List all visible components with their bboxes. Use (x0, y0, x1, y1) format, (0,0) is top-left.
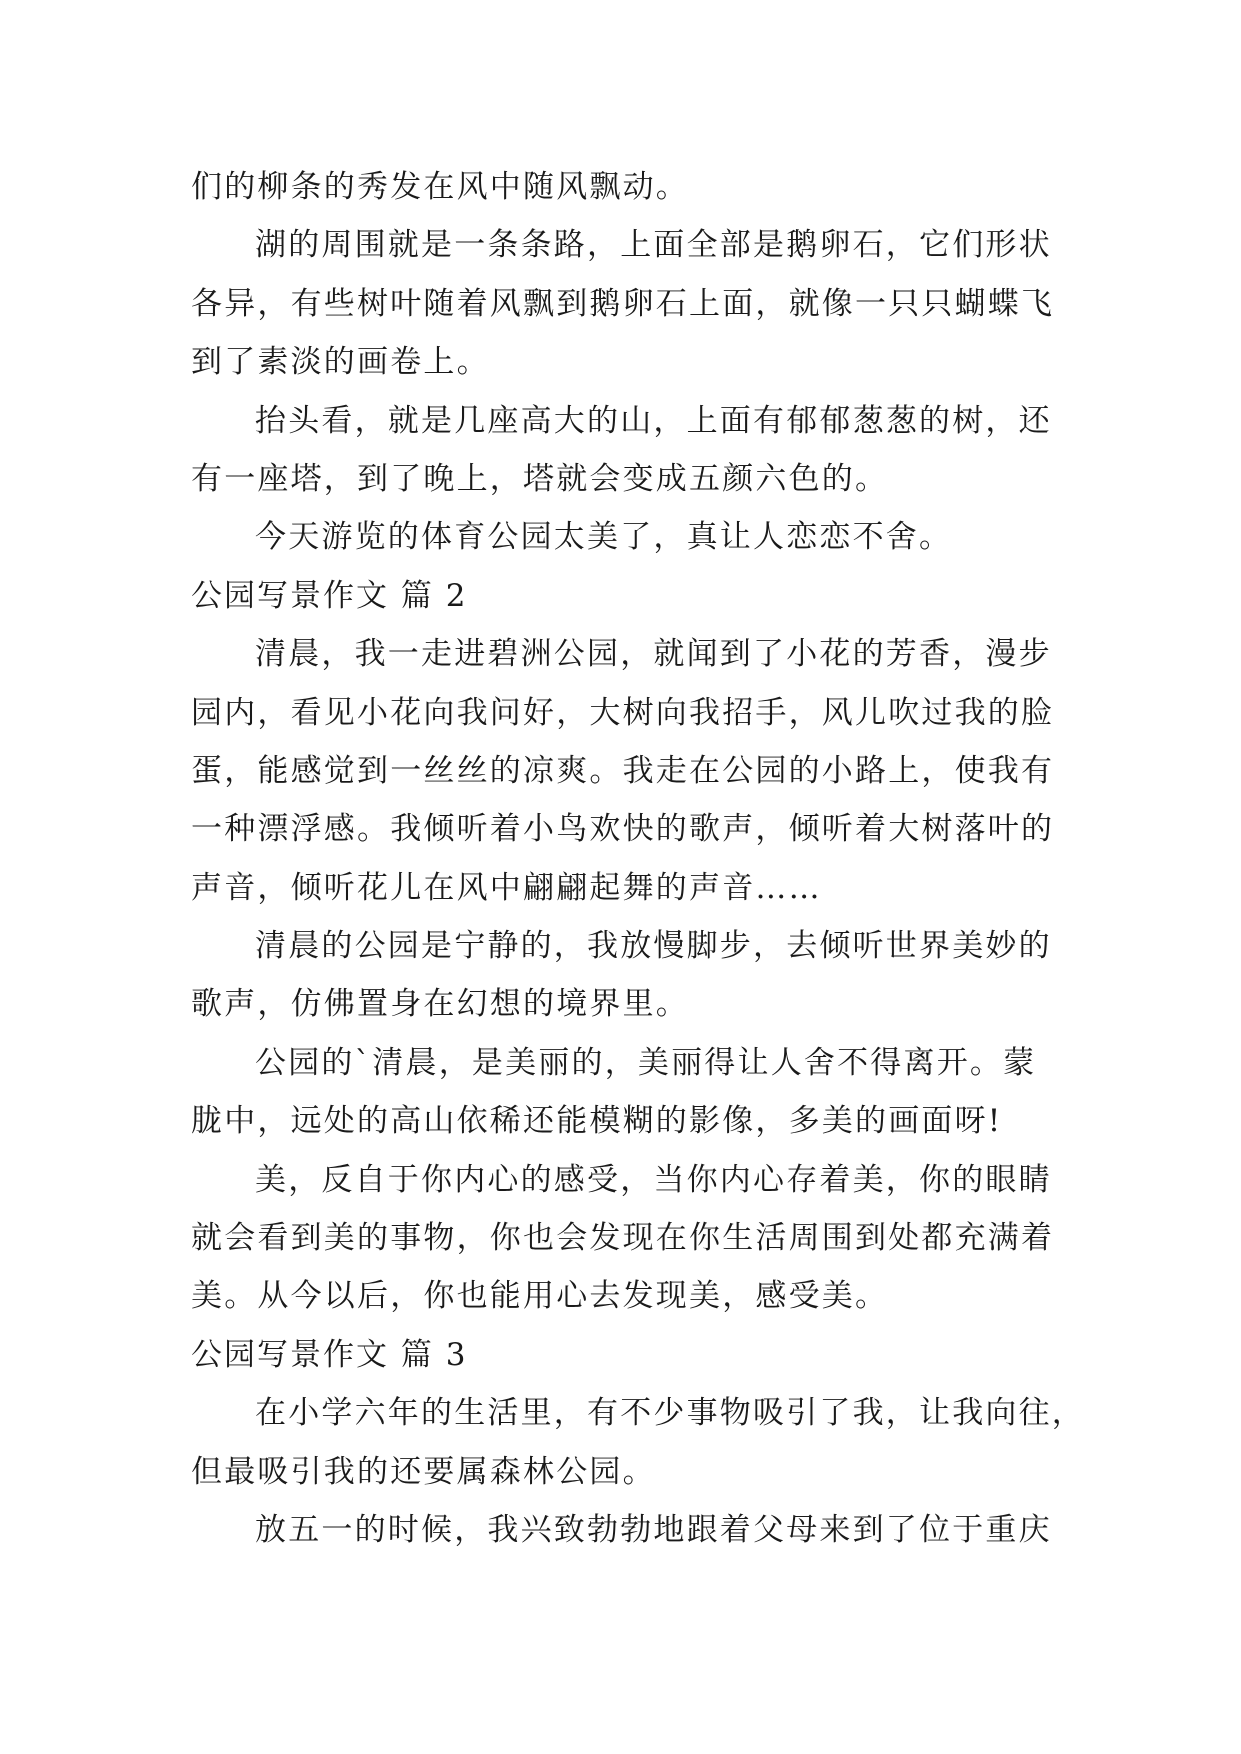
text-line: 胧中，远处的高山依稀还能模糊的影像，多美的画面呀! (191, 1103, 1003, 1140)
text-line: 歌声，仿佛置身在幻想的境界里。 (191, 986, 689, 1023)
text-line: 就会看到美的事物，你也会发现在你生活周围到处都充满着 (191, 1220, 1055, 1257)
text-line: 湖的周围就是一条条路，上面全部是鹅卵石，它们形状 (255, 227, 1052, 264)
text-line: 抬头看，就是几座高大的山，上面有郁郁葱葱的树，还 (255, 402, 1052, 439)
text-line: 蛋，能感觉到一丝丝的凉爽。我走在公园的小路上，使我有 (191, 752, 1055, 789)
text-line: 在小学六年的生活里，有不少事物吸引了我，让我向往， (255, 1395, 1085, 1432)
text-line: 声音，倾听花儿在风中翩翩起舞的声音…… (191, 869, 822, 906)
text-line: 们的柳条的秀发在风中随风飘动。 (191, 169, 689, 205)
text-line: 到了素淡的画卷上。 (191, 344, 490, 381)
text-line: 有一座塔，到了晚上，塔就会变成五颜六色的。 (191, 460, 889, 497)
text-line: 美。从今以后，你也能用心去发现美，感受美。 (191, 1278, 889, 1315)
text-line: 放五一的时候，我兴致勃勃地跟着父母来到了位于重庆 (255, 1511, 1052, 1548)
text-line: 清晨，我一走进碧洲公园，就闻到了小花的芳香，漫步 (255, 636, 1052, 673)
section-heading: 公园写景作文 篇 3 (191, 1336, 468, 1373)
text-line: 清晨的公园是宁静的，我放慢脚步，去倾听世界美妙的 (255, 928, 1052, 965)
text-line: 公园的`清晨，是美丽的，美丽得让人舍不得离开。蒙 (255, 1044, 1037, 1081)
text-line: 今天游览的体育公园太美了，真让人恋恋不舍。 (255, 519, 953, 556)
text-line: 各异，有些树叶随着风飘到鹅卵石上面，就像一只只蝴蝶飞 (191, 285, 1055, 322)
document-body (191, 158, 1085, 1559)
text-line: 但最吸引我的还要属森林公园。 (191, 1453, 656, 1490)
section-heading: 公园写景作文 篇 2 (191, 577, 468, 614)
text-line: 美，反自于你内心的感受，当你内心存着美，你的眼睛 (255, 1161, 1052, 1198)
text-line: 园内，看见小花向我问好，大树向我招手，风儿吹过我的脸 (191, 694, 1055, 731)
text-line: 一种漂浮感。我倾听着小鸟欢快的歌声，倾听着大树落叶的 (191, 811, 1055, 848)
